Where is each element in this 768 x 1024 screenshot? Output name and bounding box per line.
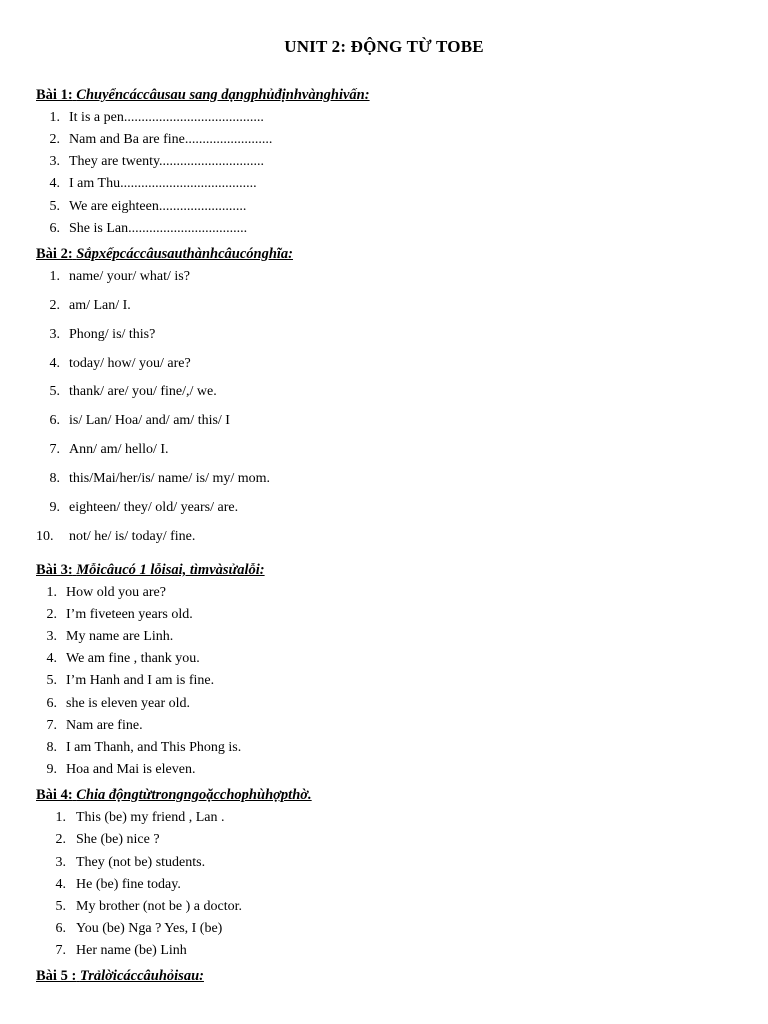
- item-text: You (be) Nga ? Yes, I (be): [76, 921, 223, 936]
- item-number: 10.: [36, 529, 54, 544]
- item-text: eighteen/ they/ old/ years/ are.: [69, 500, 239, 515]
- section-2-label: Bài 2:: [36, 246, 73, 262]
- item-text: today/ how/ you/ are?: [69, 356, 191, 371]
- item-text: this/Mai/her/is/ name/ is/ my/ mom.: [69, 471, 271, 486]
- item-number: 2.: [55, 832, 66, 847]
- item-number: 7.: [55, 943, 66, 958]
- item-text: They are twenty..............................: [69, 154, 265, 169]
- section-4-label: Bài 4:: [36, 787, 73, 803]
- item-text: He (be) fine today.: [76, 877, 181, 892]
- item-text: She (be) nice ?: [76, 832, 160, 847]
- item-text: am/ Lan/ I.: [69, 298, 131, 313]
- item-number: 5.: [49, 384, 60, 399]
- item-text: Her name (be) Linh: [76, 943, 187, 958]
- item-number: 3.: [49, 327, 60, 342]
- item-text: It is a pen........................................: [69, 110, 264, 125]
- section-3-heading: [36, 562, 265, 579]
- item-number: 1.: [49, 110, 60, 125]
- item-text: She is Lan..................................: [69, 221, 248, 236]
- item-number: 6.: [46, 696, 57, 711]
- section-5-instruction: Trảlờicáccâuhỏisau:: [79, 968, 204, 984]
- section-2-heading: [36, 246, 293, 263]
- item-text: is/ Lan/ Hoa/ and/ am/ this/ I: [69, 413, 230, 428]
- item-number: 1.: [55, 810, 66, 825]
- section-3-label: Bài 3:: [36, 562, 73, 578]
- item-number: 4.: [49, 176, 60, 191]
- item-number: 5.: [55, 899, 66, 914]
- item-text: she is eleven year old.: [66, 696, 191, 711]
- item-number: 7.: [49, 442, 60, 457]
- item-text: thank/ are/ you/ fine/,/ we.: [69, 384, 217, 399]
- section-1-heading: [36, 87, 370, 104]
- item-number: 7.: [46, 718, 57, 733]
- item-number: 3.: [46, 629, 57, 644]
- item-text: Ann/ am/ hello/ I.: [69, 442, 169, 457]
- item-text: I’m Hanh and I am is fine.: [66, 673, 215, 688]
- item-number: 2.: [49, 132, 60, 147]
- item-text: How old you are?: [66, 585, 166, 600]
- item-number: 4.: [46, 651, 57, 666]
- item-number: 1.: [49, 269, 60, 284]
- item-number: 9.: [49, 500, 60, 515]
- item-text: We are eighteen.........................: [69, 199, 247, 214]
- item-number: 5.: [49, 199, 60, 214]
- item-number: 3.: [55, 855, 66, 870]
- item-text: I am Thu.......................................: [69, 176, 257, 191]
- item-number: 1.: [46, 585, 57, 600]
- item-number: 5.: [46, 673, 57, 688]
- item-number: 3.: [49, 154, 60, 169]
- item-text: Hoa and Mai is eleven.: [66, 762, 196, 777]
- item-text: My name are Linh.: [66, 629, 174, 644]
- section-4-instruction: Chia độngtừtrongngoặcchophùhợpthờ.: [76, 787, 312, 803]
- item-number: 2.: [49, 298, 60, 313]
- item-text: name/ your/ what/ is?: [69, 269, 190, 284]
- item-text: Phong/ is/ this?: [69, 327, 156, 342]
- item-number: 6.: [55, 921, 66, 936]
- section-5-heading: [36, 968, 204, 985]
- item-number: 4.: [55, 877, 66, 892]
- item-number: 2.: [46, 607, 57, 622]
- item-text: I’m fiveteen years old.: [66, 607, 193, 622]
- item-number: 8.: [49, 471, 60, 486]
- item-text: We am fine , thank you.: [66, 651, 200, 666]
- item-text: I am Thanh, and This Phong is.: [66, 740, 242, 755]
- item-text: Nam and Ba are fine.........................: [69, 132, 273, 147]
- section-5-label: Bài 5 :: [36, 968, 77, 984]
- item-number: 6.: [49, 221, 60, 236]
- item-number: 4.: [49, 356, 60, 371]
- item-number: 6.: [49, 413, 60, 428]
- section-4-heading: [36, 787, 312, 804]
- page-title: UNIT 2: ĐỘNG TỪ TOBE: [284, 37, 484, 56]
- section-1-label: Bài 1:: [36, 87, 73, 103]
- item-text: This (be) my friend , Lan .: [76, 810, 225, 825]
- section-2-instruction: Sắpxếpcáccâusauthànhcâucónghĩa:: [76, 246, 294, 262]
- item-number: 8.: [46, 740, 57, 755]
- item-text: My brother (not be ) a doctor.: [76, 899, 243, 914]
- item-text: Nam are fine.: [66, 718, 143, 733]
- item-text: not/ he/ is/ today/ fine.: [69, 529, 196, 544]
- item-number: 9.: [46, 762, 57, 777]
- item-text: They (not be) students.: [76, 855, 206, 870]
- section-1-instruction: Chuyểncáccâusau sang dạngphủđịnhvànghivấn:: [76, 87, 370, 103]
- section-3-instruction: Mỗicâucó 1 lỗisai, tìmvàsửalỗi:: [76, 562, 265, 578]
